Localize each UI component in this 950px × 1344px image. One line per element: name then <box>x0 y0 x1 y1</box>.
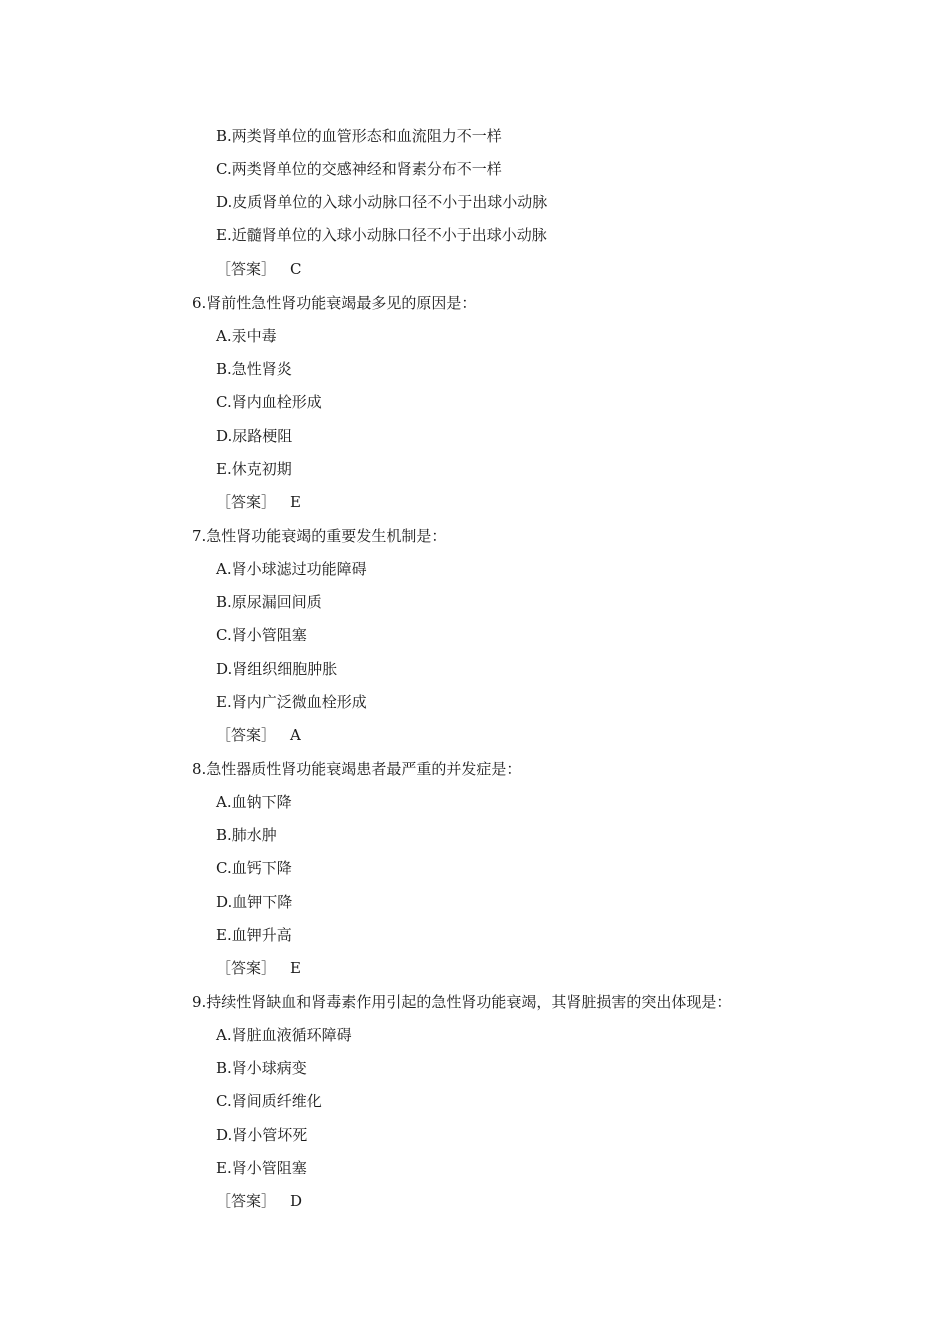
q8-answer <box>216 952 301 985</box>
q7-option-d: D.肾组织细胞肿胀 <box>216 660 338 678</box>
q7-answer <box>216 719 301 752</box>
q8-option-e: E.血钾升高 <box>216 926 292 944</box>
question-9: 9.持续性肾缺血和肾毒素作用引起的急性肾功能衰竭，其肾脏损害的突出体现是： <box>192 993 732 1011</box>
q6-option-b: B.急性肾炎 <box>216 360 292 378</box>
q9-option-b: B.肾小球病变 <box>216 1059 307 1077</box>
q5-option-c: C.两类肾单位的交感神经和肾素分布不一样 <box>216 160 502 178</box>
q6-option-a: A.汞中毒 <box>216 327 277 345</box>
q5-option-d: D.皮质肾单位的入球小动脉口径不小于出球小动脉 <box>216 193 548 211</box>
q8-option-a: A.血钠下降 <box>216 793 292 811</box>
question-7: 7.急性肾功能衰竭的重要发生机制是： <box>192 527 447 545</box>
question-8: 8.急性器质性肾功能衰竭患者最严重的并发症是： <box>192 760 522 778</box>
answer-label: ［答案］ <box>216 1192 277 1210</box>
q7-option-a: A.肾小球滤过功能障碍 <box>216 560 367 578</box>
question-6: 6.肾前性急性肾功能衰竭最多见的原因是： <box>192 294 477 312</box>
q9-answer <box>216 1185 302 1218</box>
q6-answer <box>216 486 301 519</box>
q5-option-b: B.两类肾单位的血管形态和血流阻力不一样 <box>216 127 502 145</box>
q7-option-b: B.原尿漏回间质 <box>216 593 322 611</box>
q5-answer <box>216 253 302 286</box>
answer-value: E <box>290 959 301 977</box>
q6-option-d: D.尿路梗阻 <box>216 427 293 445</box>
q9-option-a: A.肾脏血液循环障碍 <box>216 1026 352 1044</box>
q5-option-e: E.近髓肾单位的入球小动脉口径不小于出球小动脉 <box>216 226 547 244</box>
q9-option-c: C.肾间质纤维化 <box>216 1092 322 1110</box>
q6-option-c: C.肾内血栓形成 <box>216 393 322 411</box>
q8-option-b: B.肺水肿 <box>216 826 277 844</box>
q9-option-e: E.肾小管阻塞 <box>216 1159 307 1177</box>
answer-label: ［答案］ <box>216 493 277 511</box>
answer-label: ［答案］ <box>216 726 277 744</box>
answer-value: C <box>290 260 302 278</box>
answer-label: ［答案］ <box>216 959 277 977</box>
q8-option-c: C.血钙下降 <box>216 859 292 877</box>
answer-label: ［答案］ <box>216 260 277 278</box>
q7-option-c: C.肾小管阻塞 <box>216 626 307 644</box>
q8-option-d: D.血钾下降 <box>216 893 293 911</box>
q6-option-e: E.休克初期 <box>216 460 292 478</box>
answer-value: E <box>290 493 301 511</box>
q9-option-d: D.肾小管坏死 <box>216 1126 308 1144</box>
q7-option-e: E.肾内广泛微血栓形成 <box>216 693 367 711</box>
answer-value: A <box>290 726 301 744</box>
answer-value: D <box>290 1192 303 1210</box>
